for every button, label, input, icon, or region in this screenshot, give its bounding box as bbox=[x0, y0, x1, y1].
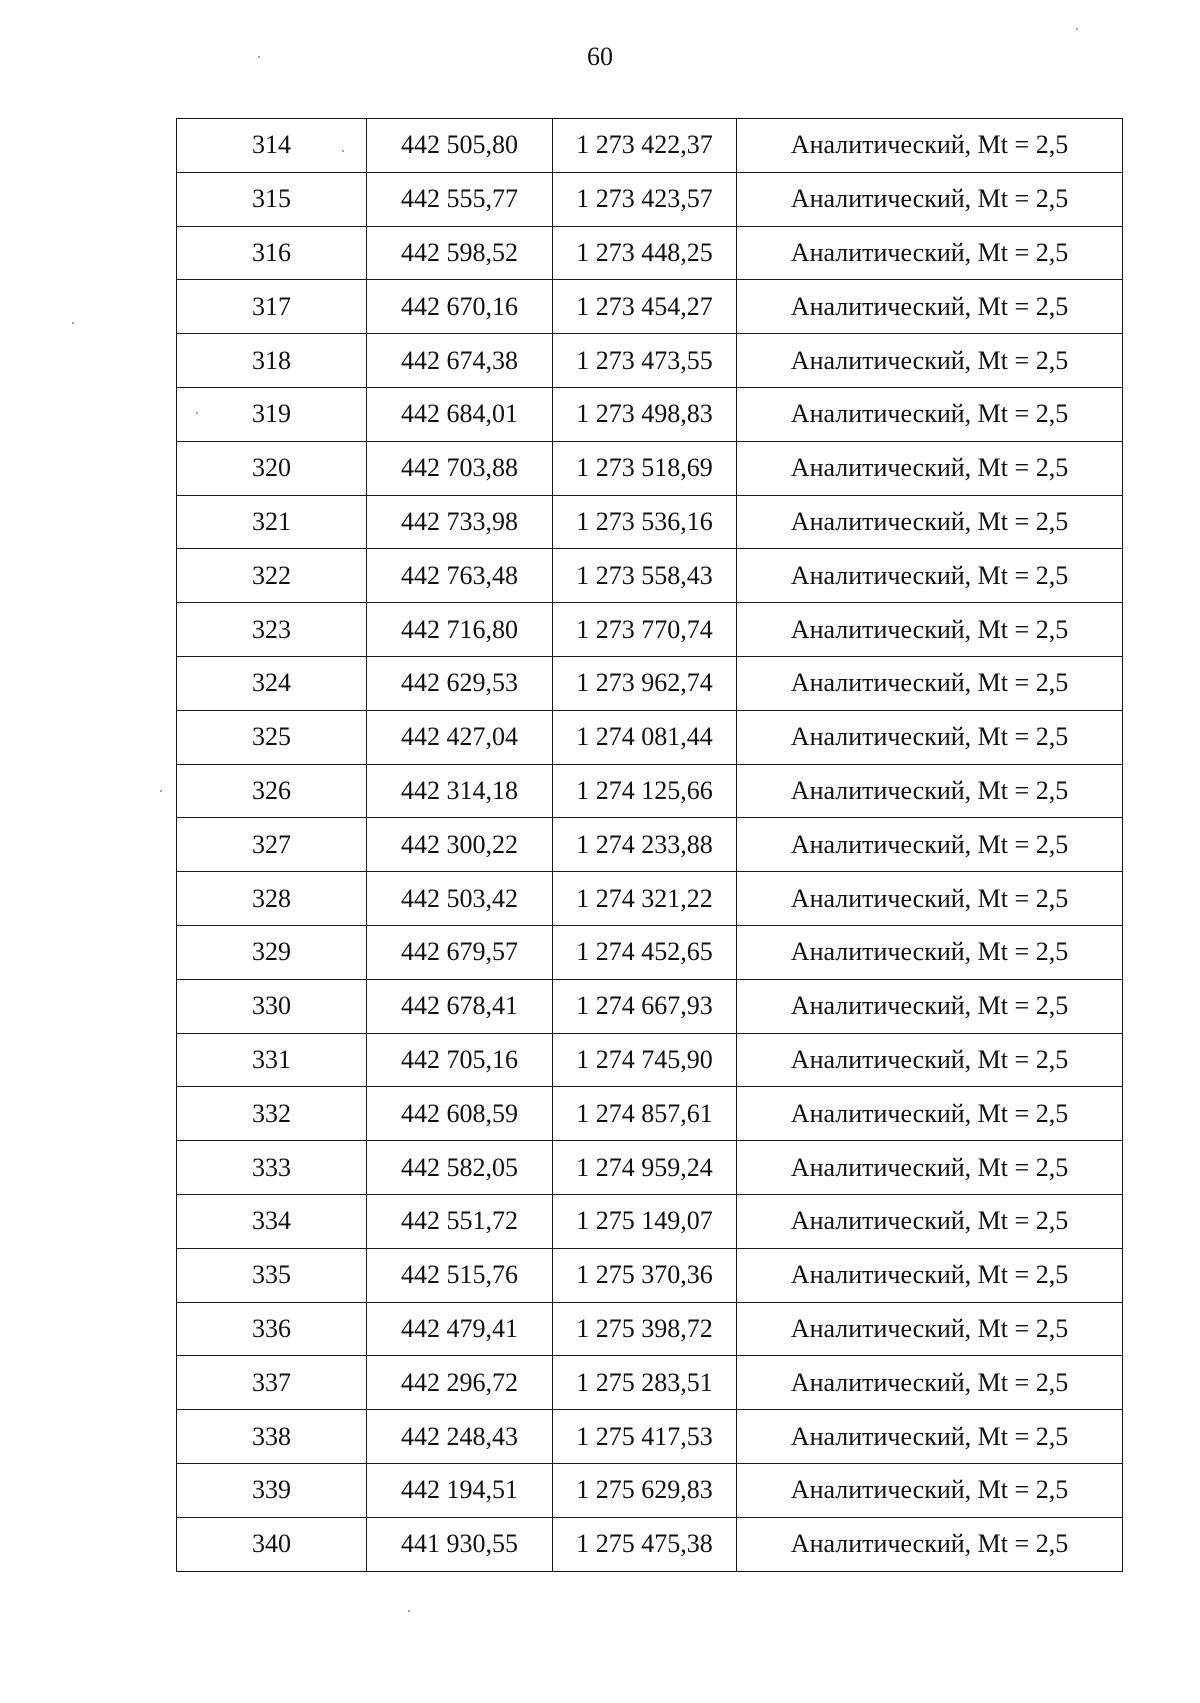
y-coordinate-cell: 1 273 473,55 bbox=[553, 334, 737, 388]
x-coordinate-cell: 442 608,59 bbox=[367, 1087, 553, 1141]
x-coordinate-cell: 442 582,05 bbox=[367, 1141, 553, 1195]
y-coordinate-cell: 1 273 423,57 bbox=[553, 172, 737, 226]
method-cell: Аналитический, Mt = 2,5 bbox=[737, 764, 1123, 818]
method-cell: Аналитический, Mt = 2,5 bbox=[737, 818, 1123, 872]
table-row bbox=[177, 1194, 1123, 1248]
x-coordinate-cell: 442 505,80 bbox=[367, 119, 553, 173]
method-cell: Аналитический, Mt = 2,5 bbox=[737, 1194, 1123, 1248]
x-coordinate-cell: 442 763,48 bbox=[367, 549, 553, 603]
x-coordinate-cell: 442 733,98 bbox=[367, 495, 553, 549]
method-cell: Аналитический, Mt = 2,5 bbox=[737, 710, 1123, 764]
method-cell: Аналитический, Mt = 2,5 bbox=[737, 1410, 1123, 1464]
page-number: 60 bbox=[587, 42, 613, 71]
table-row bbox=[177, 495, 1123, 549]
point-number-cell: 329 bbox=[177, 925, 367, 979]
table-row bbox=[177, 119, 1123, 173]
scan-speck bbox=[258, 56, 260, 58]
y-coordinate-cell: 1 274 233,88 bbox=[553, 818, 737, 872]
x-coordinate-cell: 442 674,38 bbox=[367, 334, 553, 388]
y-coordinate-cell: 1 274 667,93 bbox=[553, 979, 737, 1033]
y-coordinate-cell: 1 274 959,24 bbox=[553, 1141, 737, 1195]
method-cell: Аналитический, Mt = 2,5 bbox=[737, 872, 1123, 926]
y-coordinate-cell: 1 274 081,44 bbox=[553, 710, 737, 764]
y-coordinate-cell: 1 275 629,83 bbox=[553, 1463, 737, 1517]
point-number-cell: 315 bbox=[177, 172, 367, 226]
x-coordinate-cell: 442 703,88 bbox=[367, 441, 553, 495]
x-coordinate-cell: 442 716,80 bbox=[367, 603, 553, 657]
table-row bbox=[177, 226, 1123, 280]
scan-speck bbox=[72, 322, 74, 324]
method-cell: Аналитический, Mt = 2,5 bbox=[737, 226, 1123, 280]
point-number-cell: 325 bbox=[177, 710, 367, 764]
point-number-cell: 339 bbox=[177, 1463, 367, 1517]
y-coordinate-cell: 1 273 422,37 bbox=[553, 119, 737, 173]
table-row bbox=[177, 818, 1123, 872]
point-number-cell: 320 bbox=[177, 441, 367, 495]
point-number-cell: 323 bbox=[177, 603, 367, 657]
y-coordinate-cell: 1 275 475,38 bbox=[553, 1517, 737, 1571]
x-coordinate-cell: 442 684,01 bbox=[367, 387, 553, 441]
x-coordinate-cell: 442 555,77 bbox=[367, 172, 553, 226]
scan-speck bbox=[408, 1610, 410, 1612]
y-coordinate-cell: 1 273 448,25 bbox=[553, 226, 737, 280]
x-coordinate-cell: 442 705,16 bbox=[367, 1033, 553, 1087]
method-cell: Аналитический, Mt = 2,5 bbox=[737, 387, 1123, 441]
scan-speck bbox=[196, 412, 198, 414]
y-coordinate-cell: 1 274 321,22 bbox=[553, 872, 737, 926]
y-coordinate-cell: 1 275 417,53 bbox=[553, 1410, 737, 1464]
x-coordinate-cell: 442 503,42 bbox=[367, 872, 553, 926]
table-row bbox=[177, 1463, 1123, 1517]
y-coordinate-cell: 1 273 536,16 bbox=[553, 495, 737, 549]
y-coordinate-cell: 1 274 452,65 bbox=[553, 925, 737, 979]
x-coordinate-cell: 442 629,53 bbox=[367, 656, 553, 710]
method-cell: Аналитический, Mt = 2,5 bbox=[737, 119, 1123, 173]
x-coordinate-cell: 441 930,55 bbox=[367, 1517, 553, 1571]
y-coordinate-cell: 1 274 857,61 bbox=[553, 1087, 737, 1141]
method-cell: Аналитический, Mt = 2,5 bbox=[737, 441, 1123, 495]
method-cell: Аналитический, Mt = 2,5 bbox=[737, 495, 1123, 549]
y-coordinate-cell: 1 273 518,69 bbox=[553, 441, 737, 495]
method-cell: Аналитический, Mt = 2,5 bbox=[737, 280, 1123, 334]
x-coordinate-cell: 442 678,41 bbox=[367, 979, 553, 1033]
table-row bbox=[177, 1248, 1123, 1302]
table-row bbox=[177, 979, 1123, 1033]
point-number-cell: 331 bbox=[177, 1033, 367, 1087]
y-coordinate-cell: 1 275 370,36 bbox=[553, 1248, 737, 1302]
coordinates-table bbox=[176, 118, 1123, 1572]
x-coordinate-cell: 442 194,51 bbox=[367, 1463, 553, 1517]
scan-speck bbox=[160, 790, 162, 792]
point-number-cell: 338 bbox=[177, 1410, 367, 1464]
point-number-cell: 324 bbox=[177, 656, 367, 710]
point-number-cell: 340 bbox=[177, 1517, 367, 1571]
point-number-cell: 328 bbox=[177, 872, 367, 926]
method-cell: Аналитический, Mt = 2,5 bbox=[737, 1141, 1123, 1195]
point-number-cell: 314 bbox=[177, 119, 367, 173]
x-coordinate-cell: 442 551,72 bbox=[367, 1194, 553, 1248]
table-row bbox=[177, 1033, 1123, 1087]
y-coordinate-cell: 1 275 283,51 bbox=[553, 1356, 737, 1410]
scan-speck bbox=[342, 150, 344, 152]
method-cell: Аналитический, Mt = 2,5 bbox=[737, 1356, 1123, 1410]
y-coordinate-cell: 1 275 149,07 bbox=[553, 1194, 737, 1248]
table-row bbox=[177, 334, 1123, 388]
table-row bbox=[177, 872, 1123, 926]
table-row bbox=[177, 172, 1123, 226]
method-cell: Аналитический, Mt = 2,5 bbox=[737, 549, 1123, 603]
method-cell: Аналитический, Mt = 2,5 bbox=[737, 334, 1123, 388]
point-number-cell: 317 bbox=[177, 280, 367, 334]
table-row bbox=[177, 549, 1123, 603]
method-cell: Аналитический, Mt = 2,5 bbox=[737, 1302, 1123, 1356]
table-row bbox=[177, 1410, 1123, 1464]
method-cell: Аналитический, Mt = 2,5 bbox=[737, 1033, 1123, 1087]
method-cell: Аналитический, Mt = 2,5 bbox=[737, 172, 1123, 226]
point-number-cell: 330 bbox=[177, 979, 367, 1033]
x-coordinate-cell: 442 296,72 bbox=[367, 1356, 553, 1410]
y-coordinate-cell: 1 275 398,72 bbox=[553, 1302, 737, 1356]
method-cell: Аналитический, Mt = 2,5 bbox=[737, 1248, 1123, 1302]
y-coordinate-cell: 1 273 770,74 bbox=[553, 603, 737, 657]
table-row bbox=[177, 1087, 1123, 1141]
point-number-cell: 316 bbox=[177, 226, 367, 280]
method-cell: Аналитический, Mt = 2,5 bbox=[737, 1087, 1123, 1141]
method-cell: Аналитический, Mt = 2,5 bbox=[737, 1463, 1123, 1517]
table-row bbox=[177, 1302, 1123, 1356]
point-number-cell: 336 bbox=[177, 1302, 367, 1356]
point-number-cell: 327 bbox=[177, 818, 367, 872]
x-coordinate-cell: 442 427,04 bbox=[367, 710, 553, 764]
table-row bbox=[177, 603, 1123, 657]
method-cell: Аналитический, Mt = 2,5 bbox=[737, 603, 1123, 657]
point-number-cell: 335 bbox=[177, 1248, 367, 1302]
point-number-cell: 326 bbox=[177, 764, 367, 818]
point-number-cell: 333 bbox=[177, 1141, 367, 1195]
table-row bbox=[177, 925, 1123, 979]
method-cell: Аналитический, Mt = 2,5 bbox=[737, 656, 1123, 710]
y-coordinate-cell: 1 274 745,90 bbox=[553, 1033, 737, 1087]
x-coordinate-cell: 442 598,52 bbox=[367, 226, 553, 280]
y-coordinate-cell: 1 273 962,74 bbox=[553, 656, 737, 710]
table-body bbox=[177, 119, 1123, 1572]
x-coordinate-cell: 442 679,57 bbox=[367, 925, 553, 979]
table-row bbox=[177, 710, 1123, 764]
x-coordinate-cell: 442 479,41 bbox=[367, 1302, 553, 1356]
point-number-cell: 334 bbox=[177, 1194, 367, 1248]
method-cell: Аналитический, Mt = 2,5 bbox=[737, 1517, 1123, 1571]
y-coordinate-cell: 1 273 558,43 bbox=[553, 549, 737, 603]
point-number-cell: 319 bbox=[177, 387, 367, 441]
table-row bbox=[177, 387, 1123, 441]
point-number-cell: 322 bbox=[177, 549, 367, 603]
x-coordinate-cell: 442 670,16 bbox=[367, 280, 553, 334]
x-coordinate-cell: 442 515,76 bbox=[367, 1248, 553, 1302]
y-coordinate-cell: 1 274 125,66 bbox=[553, 764, 737, 818]
table-row bbox=[177, 441, 1123, 495]
x-coordinate-cell: 442 314,18 bbox=[367, 764, 553, 818]
method-cell: Аналитический, Mt = 2,5 bbox=[737, 979, 1123, 1033]
x-coordinate-cell: 442 300,22 bbox=[367, 818, 553, 872]
table-row bbox=[177, 280, 1123, 334]
point-number-cell: 337 bbox=[177, 1356, 367, 1410]
point-number-cell: 332 bbox=[177, 1087, 367, 1141]
y-coordinate-cell: 1 273 454,27 bbox=[553, 280, 737, 334]
table-row bbox=[177, 764, 1123, 818]
y-coordinate-cell: 1 273 498,83 bbox=[553, 387, 737, 441]
table-row bbox=[177, 1356, 1123, 1410]
x-coordinate-cell: 442 248,43 bbox=[367, 1410, 553, 1464]
point-number-cell: 321 bbox=[177, 495, 367, 549]
scan-speck bbox=[1076, 28, 1078, 30]
point-number-cell: 318 bbox=[177, 334, 367, 388]
table-row bbox=[177, 1517, 1123, 1571]
method-cell: Аналитический, Mt = 2,5 bbox=[737, 925, 1123, 979]
table-row bbox=[177, 1141, 1123, 1195]
table-row bbox=[177, 656, 1123, 710]
